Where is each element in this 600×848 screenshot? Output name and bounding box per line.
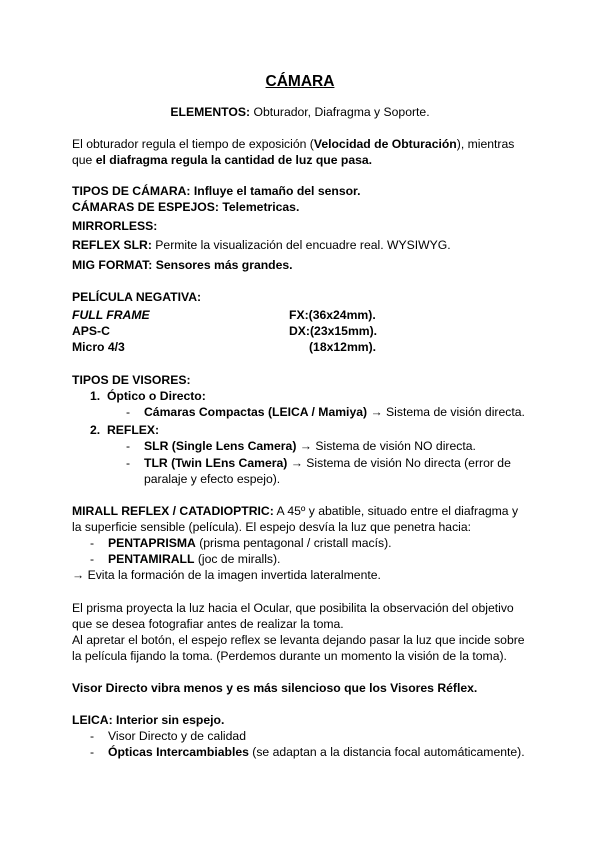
intro-text-end: ), mientras bbox=[456, 137, 515, 151]
mirall-bullet-bold: PENTAMIRALL bbox=[108, 552, 195, 566]
intro-text: El obturador regula el tiempo de exposición ( bbox=[72, 137, 314, 151]
visores-item-1-sub bbox=[144, 405, 525, 420]
mig-format-line bbox=[72, 258, 293, 273]
bullet-dash: - bbox=[90, 552, 95, 566]
reflex-slr-text: Permite la visualización del encuadre real. WYSIWYG. bbox=[155, 238, 451, 252]
visor-directo-text: Visor Directo vibra menos y es más silencioso que los Visores Réflex. bbox=[72, 681, 478, 695]
sub-text: → Sistema de visión No directa (error de bbox=[290, 456, 511, 470]
leica-bullet-1: Visor Directo y de calidad bbox=[108, 729, 246, 743]
mirall-arrow: → Evita la formación de la imagen invertida lateralmente. bbox=[72, 568, 381, 582]
visores-heading-text: TIPOS DE VISORES: bbox=[72, 373, 191, 387]
bullet-dash: - bbox=[126, 405, 131, 419]
pelicula-heading bbox=[72, 290, 201, 305]
mirall-line-2: la superficie sensible (película). El espejo desvía la luz que penetra hacia: bbox=[72, 520, 472, 534]
reflex-slr-label: REFLEX SLR: bbox=[72, 238, 152, 252]
intro-text-2: que bbox=[72, 153, 96, 167]
tipos-camara-label: TIPOS DE CÁMARA: bbox=[72, 184, 191, 198]
pelicula-heading-text: PELÍCULA NEGATIVA: bbox=[72, 290, 202, 304]
elementos-text: Obturador, Diafragma y Soporte. bbox=[253, 105, 430, 119]
mirall-bullet-2 bbox=[108, 552, 280, 567]
reflex-slr-line bbox=[72, 238, 451, 253]
pelicula-name: FULL FRAME bbox=[72, 308, 150, 322]
leica-bullet-text: (se adaptan a la distancia focal automáticamente). bbox=[252, 745, 525, 759]
elementos-label: ELEMENTOS: bbox=[170, 105, 251, 119]
visores-heading bbox=[72, 373, 191, 388]
mirrorless-label: MIRRORLESS: bbox=[72, 219, 158, 233]
sub-text: → Sistema de visión NO directa. bbox=[299, 439, 476, 453]
mirall-bullet-text: (prisma pentagonal / cristall macís). bbox=[199, 536, 392, 550]
visores-item-2-sub-2-cont: paralaje y efecto espejo). bbox=[144, 472, 281, 486]
visores-item-1 bbox=[90, 389, 206, 404]
intro-line-2 bbox=[72, 153, 372, 168]
prisma-line-2: que se desea fotografiar antes de realizar la toma. bbox=[72, 617, 344, 631]
mirrorless-line bbox=[72, 219, 157, 234]
pelicula-size bbox=[289, 308, 376, 323]
intro-bold-2: el diafragma regula la cantidad de luz que pasa. bbox=[95, 153, 373, 167]
elementos-line bbox=[0, 105, 600, 120]
pelicula-size bbox=[289, 324, 377, 339]
pelicula-name: APS-C bbox=[72, 324, 110, 338]
pelicula-row bbox=[72, 308, 150, 323]
bullet-dash: - bbox=[90, 536, 95, 550]
sub-bold: Cámaras Compactas (LEICA / Mamiya) bbox=[144, 405, 368, 419]
tipos-camara-text: Influye el tamaño del sensor. bbox=[193, 184, 361, 198]
list-label: Óptico o Directo: bbox=[106, 389, 206, 403]
espejos-text: Telemetricas. bbox=[222, 200, 300, 214]
list-number: 2. bbox=[90, 423, 101, 437]
pelicula-name: Micro 4/3 bbox=[72, 340, 125, 354]
visores-item-2 bbox=[90, 423, 159, 438]
list-label: REFLEX: bbox=[106, 423, 160, 437]
pelicula-size-text: (18x12mm). bbox=[309, 340, 377, 354]
visor-directo-line bbox=[72, 681, 477, 696]
mig-format-text: Sensores más grandes. bbox=[155, 258, 293, 272]
visores-item-2-sub-2 bbox=[144, 456, 511, 471]
mig-format-label: MIG FORMAT: bbox=[72, 258, 153, 272]
pelicula-size bbox=[309, 340, 376, 355]
leica-heading-text: LEICA: Interior sin espejo. bbox=[72, 713, 225, 727]
mirall-bullet-bold: PENTAPRISMA bbox=[108, 536, 196, 550]
mirall-bullet-text: (joc de miralls). bbox=[197, 552, 281, 566]
mirall-text: A 45º y abatible, situado entre el diafragma y bbox=[276, 504, 519, 518]
bullet-dash: - bbox=[90, 729, 95, 743]
intro-bold: Velocidad de Obturación bbox=[313, 137, 457, 151]
espejos-line bbox=[72, 200, 299, 215]
bullet-dash: - bbox=[126, 439, 131, 453]
sub-text: → Sistema de visión directa. bbox=[370, 405, 525, 419]
mirall-line-1 bbox=[72, 504, 518, 519]
prisma-line-3: Al apretar el botón, el espejo reflex se levanta dejando pasar la luz que incide sobre bbox=[72, 633, 525, 647]
pelicula-size-text: DX:(23x15mm). bbox=[289, 324, 378, 338]
espejos-label: CÁMARAS DE ESPEJOS: bbox=[72, 200, 219, 214]
pelicula-row bbox=[72, 324, 110, 339]
tipos-camara-line bbox=[72, 184, 361, 199]
sub-bold: SLR (Single Lens Camera) bbox=[144, 439, 297, 453]
prisma-line-1: El prisma proyecta la luz hacia el Ocular, que posibilita la observación del objetivo bbox=[72, 601, 514, 615]
pelicula-size-text: FX:(36x24mm). bbox=[289, 308, 376, 322]
sub-bold: TLR (Twin LEns Camera) bbox=[144, 456, 288, 470]
bullet-dash: - bbox=[126, 456, 131, 470]
leica-bullet-bold: Ópticas Intercambiables bbox=[108, 745, 249, 759]
bullet-dash: - bbox=[90, 745, 95, 759]
leica-heading bbox=[72, 713, 224, 728]
list-number: 1. bbox=[90, 389, 101, 403]
intro-line-1 bbox=[72, 137, 514, 152]
mirall-label: MIRALL REFLEX / CATADIOPTRIC: bbox=[72, 504, 274, 518]
page-title: CÁMARA bbox=[265, 73, 335, 90]
mirall-bullet-1 bbox=[108, 536, 392, 551]
leica-bullet-2 bbox=[108, 745, 525, 760]
prisma-line-4: la película fijando la toma. (Perdemos durante un momento la visión de la toma). bbox=[72, 649, 507, 663]
visores-item-2-sub-1 bbox=[144, 439, 476, 454]
pelicula-row bbox=[72, 340, 125, 355]
